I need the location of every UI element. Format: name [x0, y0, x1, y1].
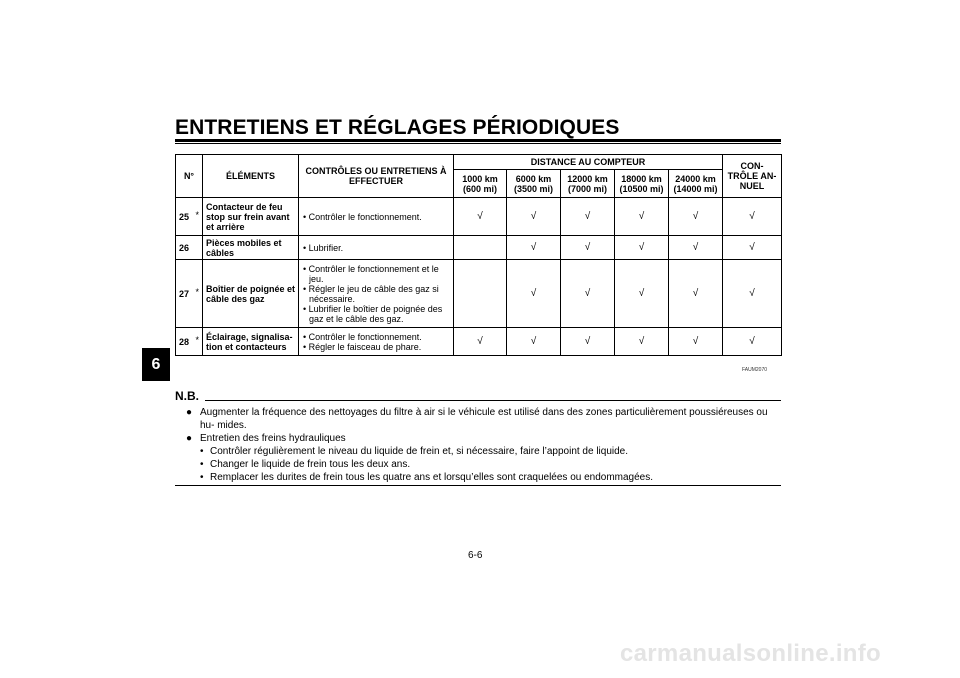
distance-km: 12000 km	[567, 173, 608, 184]
check-cell	[561, 236, 615, 260]
distance-km: 6000 km	[515, 173, 552, 184]
chapter-tab: 6	[142, 348, 170, 381]
check-cell	[669, 260, 723, 328]
row-element: Contacteur de feu stop sur frein avant et arrière	[203, 198, 299, 236]
row-number	[176, 198, 203, 236]
row-element: Boîtier de poignée et câble des gaz	[203, 260, 299, 328]
bullet-icon: ●	[186, 433, 193, 444]
check-mark-icon: √	[638, 287, 645, 299]
dealer-star: *	[195, 209, 199, 220]
watermark: carmanualsonline.info	[620, 640, 882, 667]
note-subitem	[200, 471, 782, 484]
check-cell	[561, 328, 615, 356]
check-cell	[669, 236, 723, 260]
col-header-distance-2	[561, 170, 615, 198]
table-row	[176, 198, 782, 236]
dealer-star: *	[195, 334, 199, 345]
note-item-text: Entretien des freins hydrauliques	[200, 433, 346, 444]
bullet-icon: ●	[186, 407, 193, 418]
check-cell	[723, 328, 782, 356]
check-cell	[454, 328, 507, 356]
row-number-text: 27	[179, 288, 190, 299]
check-cell	[723, 236, 782, 260]
row-actions	[299, 260, 454, 328]
action-item: • Contrôler le fonctionnement.	[303, 331, 422, 342]
maintenance-table	[175, 154, 782, 356]
action-item: • Contrôler le fonctionnement.	[303, 211, 422, 222]
table-row	[176, 328, 782, 356]
check-cell	[561, 198, 615, 236]
dealer-star: *	[195, 286, 199, 297]
figure-code: FAUM2070	[742, 367, 768, 373]
check-cell	[615, 236, 669, 260]
col-header-num: N°	[176, 155, 203, 198]
col-header-distance-3	[615, 170, 669, 198]
table-row	[176, 236, 782, 260]
check-mark-icon: √	[638, 241, 645, 253]
check-cell	[454, 236, 507, 260]
distance-mi: (7000 mi)	[567, 183, 608, 194]
check-mark-icon: √	[584, 287, 591, 299]
check-mark-icon: √	[477, 210, 483, 222]
check-mark-icon: √	[584, 210, 591, 222]
check-mark-icon: √	[638, 335, 645, 347]
check-mark-icon: √	[749, 335, 755, 347]
distance-km: 24000 km	[675, 173, 716, 184]
note-heading: N.B.	[175, 389, 199, 403]
sub-bullet-icon: •	[200, 459, 204, 470]
page-number: 6-6	[468, 550, 483, 561]
action-item: • Régler le jeu de câble des gaz si nécessaire.	[303, 283, 439, 304]
note-item	[186, 406, 782, 432]
col-header-distance-0	[454, 170, 507, 198]
row-number	[176, 236, 203, 260]
sub-bullet-icon: •	[200, 472, 204, 483]
note-item-text: Augmenter la fréquence des nettoyages du filtre à air si le véhicule est utilisé dans des zones particulièrement poussiéreuses ou hu- mides.	[200, 407, 768, 431]
check-mark-icon: √	[530, 335, 537, 347]
row-number-text: 28	[179, 336, 190, 347]
distance-mi: (3500 mi)	[513, 183, 554, 194]
check-mark-icon: √	[749, 210, 755, 222]
action-item: • Régler le faisceau de phare.	[303, 341, 422, 352]
row-element: Éclairage, signalisa- tion et contacteurs	[203, 328, 299, 356]
check-cell	[454, 198, 507, 236]
check-mark-icon: √	[749, 287, 755, 299]
action-item: • Contrôler le fonctionnement et le jeu.	[303, 263, 439, 284]
action-item: • Lubrifier le boîtier de poignée des gaz et le câble des gaz.	[303, 303, 443, 324]
note-body	[186, 406, 782, 484]
row-number-text: 26	[179, 242, 190, 253]
distance-km: 1000 km	[462, 173, 498, 184]
check-cell	[723, 260, 782, 328]
sub-bullet-icon: •	[200, 446, 204, 457]
row-number	[176, 328, 203, 356]
check-cell	[507, 236, 561, 260]
check-cell	[507, 260, 561, 328]
row-actions	[299, 198, 454, 236]
note-subitem	[200, 445, 782, 458]
distance-mi: (10500 mi)	[619, 183, 664, 194]
check-mark-icon: √	[530, 241, 537, 253]
check-cell	[723, 198, 782, 236]
distance-mi: (600 mi)	[462, 183, 497, 194]
col-header-elements: ÉLÉMENTS	[203, 155, 299, 198]
row-actions	[299, 328, 454, 356]
check-cell	[669, 328, 723, 356]
check-cell	[454, 260, 507, 328]
col-header-distance-1	[507, 170, 561, 198]
row-number	[176, 260, 203, 328]
note-item	[186, 432, 782, 484]
note-subitem-text: Changer le liquide de frein tous les deux ans.	[210, 459, 411, 470]
check-mark-icon: √	[584, 335, 591, 347]
table-row	[176, 260, 782, 328]
check-mark-icon: √	[638, 210, 645, 222]
check-mark-icon: √	[584, 241, 591, 253]
check-mark-icon: √	[477, 335, 483, 347]
check-cell	[615, 328, 669, 356]
action-item: • Lubrifier.	[303, 242, 344, 253]
check-mark-icon: √	[692, 287, 699, 299]
check-cell	[561, 260, 615, 328]
check-mark-icon: √	[749, 241, 755, 253]
col-header-distance: DISTANCE AU COMPTEUR	[454, 155, 723, 170]
title-rule	[175, 139, 781, 142]
title-rule-thin	[175, 143, 781, 144]
check-mark-icon: √	[692, 335, 699, 347]
check-cell	[669, 198, 723, 236]
check-cell	[615, 198, 669, 236]
row-number-text: 25	[179, 211, 190, 222]
distance-km: 18000 km	[621, 173, 662, 184]
note-subitem-text: Contrôler régulièrement le niveau du liquide de frein et, si nécessaire, faire l’appoint de liquide.	[210, 446, 629, 457]
col-header-actions: CONTRÔLES OU ENTRETIENS À EFFECTUER	[299, 155, 454, 198]
col-header-annual: CON- TRÔLE AN- NUEL	[723, 155, 782, 198]
note-rule-top	[205, 400, 781, 401]
check-mark-icon: √	[530, 287, 537, 299]
col-header-distance-4	[669, 170, 723, 198]
check-mark-icon: √	[692, 241, 699, 253]
page-title: ENTRETIENS ET RÉGLAGES PÉRIODIQUES	[175, 116, 620, 139]
check-mark-icon: √	[692, 210, 699, 222]
check-cell	[507, 328, 561, 356]
note-subitem	[200, 458, 782, 471]
check-cell	[507, 198, 561, 236]
distance-mi: (14000 mi)	[673, 183, 718, 194]
check-cell	[615, 260, 669, 328]
check-mark-icon: √	[530, 210, 537, 222]
row-element: Pièces mobiles et câbles	[203, 236, 299, 260]
row-actions	[299, 236, 454, 260]
note-rule-bottom	[175, 485, 781, 486]
note-subitem-text: Remplacer les durites de frein tous les quatre ans et lorsqu’elles sont craquelées ou endommagées.	[210, 472, 654, 483]
